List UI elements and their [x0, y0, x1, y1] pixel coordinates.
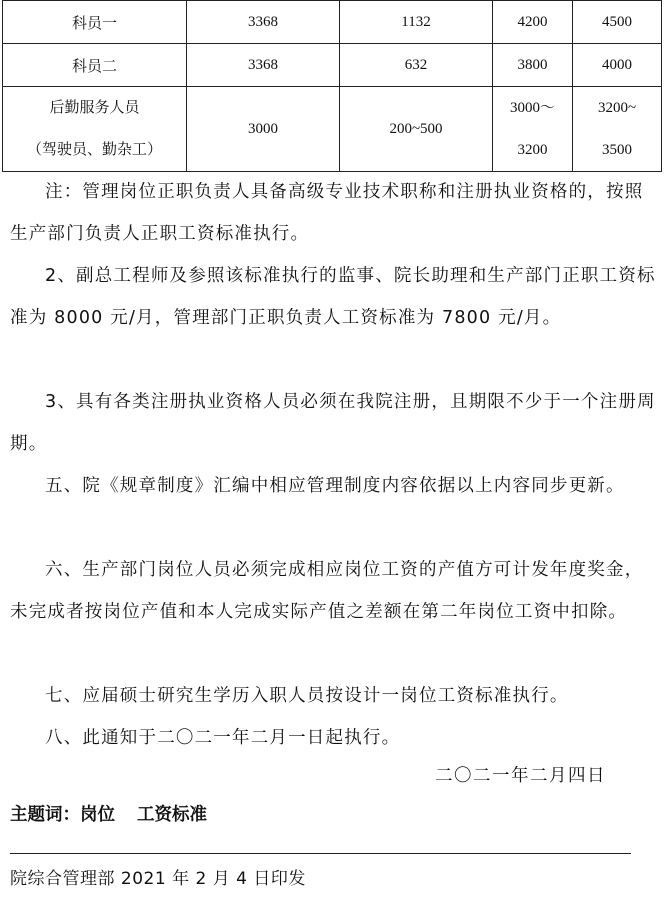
level1-line: 3200 [517, 142, 548, 158]
table-row [3, 44, 662, 87]
keywords-label: 主题词： [10, 805, 80, 825]
level2-cell [573, 87, 662, 172]
position-cell: 科员二 [3, 44, 187, 87]
clause-eight-paragraph: 八、此通知于二〇二一年二月一日起执行。 [45, 728, 401, 748]
table-row [3, 1, 662, 44]
keyword: 工资标准 [137, 805, 207, 825]
keyword: 岗位 [80, 805, 115, 825]
clause-five-paragraph: 五、院《规章制度》汇编中相应管理制度内容依据以上内容同步更新。 [45, 476, 625, 496]
level2-cell: 4000 [573, 44, 662, 87]
position-cell: 科员一 [3, 1, 187, 44]
position-line: 后勤服务人员 [49, 100, 140, 116]
level1-cell: 4200 [493, 1, 573, 44]
divider [10, 853, 631, 854]
base-salary-cell: 3000 [187, 87, 340, 172]
issuing-line: 院综合管理部 2021 年 2 月 4 日印发 [10, 869, 306, 889]
allowance-cell: 200~500 [340, 87, 493, 172]
salary-table [2, 0, 662, 172]
level1-cell: 3800 [493, 44, 573, 87]
note-3-paragraph: 3、具有各类注册执业资格人员必须在我院注册，且期限不少于一个注册周期。 [10, 392, 656, 454]
position-line: （驾驶员、勤杂工） [26, 142, 162, 158]
document-date: 二〇二一年二月四日 [435, 766, 606, 786]
allowance-cell: 1132 [340, 1, 493, 44]
base-salary-cell: 3368 [187, 1, 340, 44]
table-row [3, 87, 662, 172]
subject-keywords [10, 801, 207, 826]
note-1-paragraph: 注：管理岗位正职负责人具备高级专业技术职称和注册执业资格的，按照生产部门负责人正职工资标准执行。 [10, 182, 644, 244]
clause-six-paragraph: 六、生产部门岗位人员必须完成相应岗位工资的产值方可计发年度奖金，未完成者按岗位产值和本人完成实际产值之差额在第二年岗位工资中扣除。 [10, 560, 644, 622]
level2-cell: 4500 [573, 1, 662, 44]
level2-line: 3500 [602, 142, 632, 158]
allowance-cell: 632 [340, 44, 493, 87]
level2-line: 3200~ [597, 100, 637, 116]
position-cell [3, 87, 187, 172]
clause-seven-paragraph: 七、应届硕士研究生学历入职人员按设计一岗位工资标准执行。 [45, 686, 569, 706]
note-2-paragraph: 2、副总工程师及参照该标准执行的监事、院长助理和生产部门正职工资标准为 8000 元/月，管理部门正职负责人工资标准为 7800 元/月。 [10, 266, 656, 328]
base-salary-cell: 3368 [187, 44, 340, 87]
level1-cell [493, 87, 573, 172]
level1-line: 3000～ [509, 100, 555, 116]
